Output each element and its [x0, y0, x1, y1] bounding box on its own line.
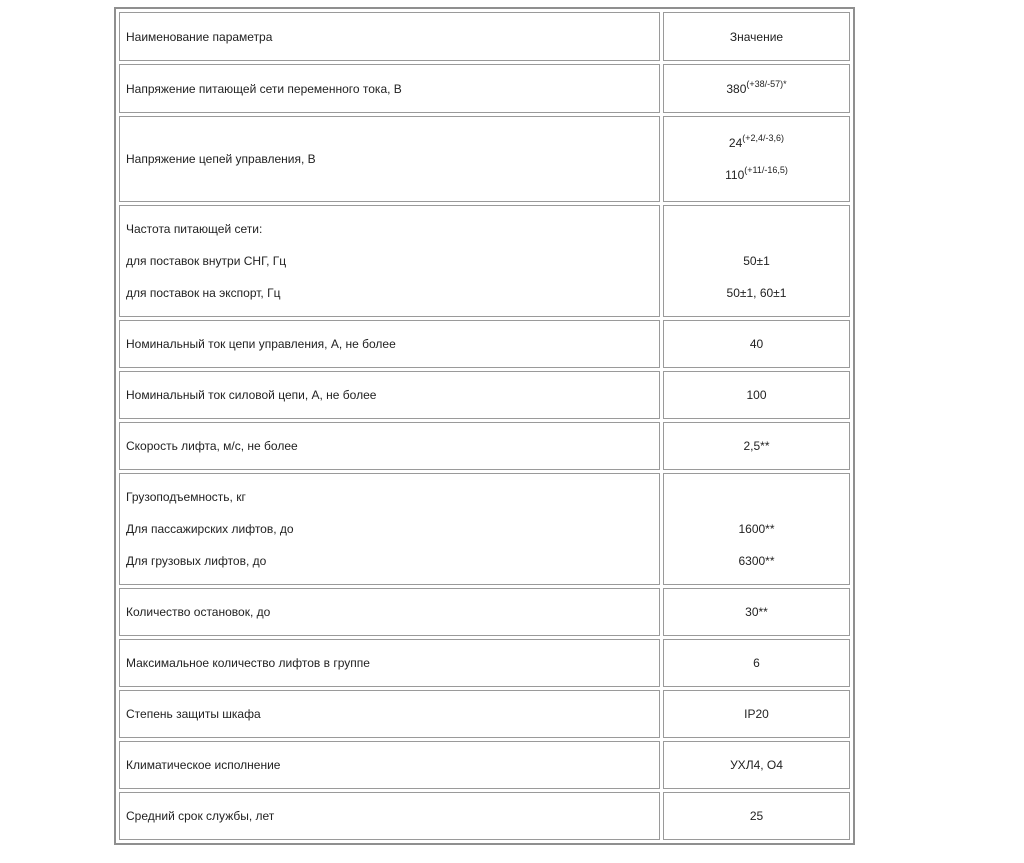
control-current-value: 40 — [663, 320, 850, 368]
table-row — [119, 690, 850, 738]
table-row — [119, 792, 850, 840]
spacer — [126, 236, 653, 254]
group-value: 6 — [663, 639, 850, 687]
table-row — [119, 473, 850, 585]
frequency-export-value: 50±1, 60±1 — [726, 286, 787, 300]
supply-voltage-base: 380 — [726, 81, 747, 96]
stops-value: 30** — [663, 588, 850, 636]
lifetime-name: Средний срок службы, лет — [119, 792, 660, 840]
spacer — [670, 268, 843, 286]
control-voltage-24-base: 24 — [728, 136, 743, 150]
supply-voltage-tolerance: (+38/-57)* — [746, 78, 787, 89]
table-row — [119, 205, 850, 317]
control-voltage-value — [663, 116, 850, 202]
control-voltage-110-tolerance: (+11/-16,5) — [744, 165, 788, 175]
table-row — [119, 588, 850, 636]
supply-voltage-value — [663, 64, 850, 113]
climate-name: Климатическое исполнение — [119, 741, 660, 789]
capacity-passenger: Для пассажирских лифтов, до — [126, 522, 294, 536]
spacer — [670, 222, 843, 236]
frequency-name — [119, 205, 660, 317]
power-current-value: 100 — [663, 371, 850, 419]
control-voltage-name: Напряжение цепей управления, В — [119, 116, 660, 202]
power-current-name: Номинальный ток силовой цепи, А, не более — [119, 371, 660, 419]
frequency-export: для поставок на экспорт, Гц — [126, 286, 281, 300]
control-voltage-110 — [670, 165, 843, 182]
control-current-name: Номинальный ток цепи управления, А, не более — [119, 320, 660, 368]
climate-value: УХЛ4, О4 — [663, 741, 850, 789]
spacer — [670, 490, 843, 504]
capacity-name — [119, 473, 660, 585]
protection-value: IP20 — [663, 690, 850, 738]
table-row — [119, 422, 850, 470]
parameters-table — [116, 9, 853, 843]
header-name-cell: Наименование параметра — [119, 12, 660, 61]
supply-voltage-name: Напряжение питающей сети переменного тока, В — [119, 64, 660, 113]
spacer — [126, 536, 653, 554]
spacer — [126, 268, 653, 286]
protection-name: Степень защиты шкафа — [119, 690, 660, 738]
table-header-row — [119, 12, 850, 61]
table-row — [119, 639, 850, 687]
table-row — [119, 320, 850, 368]
capacity-title: Грузоподъемность, кг — [126, 490, 246, 504]
table-row — [119, 116, 850, 202]
capacity-passenger-value: 1600** — [738, 522, 775, 536]
control-voltage-110-base: 110 — [725, 168, 745, 182]
frequency-cis-value: 50±1 — [743, 254, 770, 268]
control-voltage-24 — [670, 133, 843, 150]
table-row — [119, 741, 850, 789]
capacity-freight: Для грузовых лифтов, до — [126, 554, 267, 568]
lifetime-value: 25 — [663, 792, 850, 840]
table-row — [119, 371, 850, 419]
table-row — [119, 64, 850, 113]
capacity-value — [663, 473, 850, 585]
frequency-cis: для поставок внутри СНГ, Гц — [126, 254, 287, 268]
spacer — [670, 504, 843, 522]
spacer — [670, 536, 843, 554]
speed-name: Скорость лифта, м/с, не более — [119, 422, 660, 470]
speed-value: 2,5** — [663, 422, 850, 470]
control-voltage-24-tolerance: (+2,4/-3,6) — [742, 133, 785, 143]
frequency-value — [663, 205, 850, 317]
spacer — [670, 236, 843, 254]
spacer — [126, 504, 653, 522]
stops-name: Количество остановок, до — [119, 588, 660, 636]
group-name: Максимальное количество лифтов в группе — [119, 639, 660, 687]
frequency-title: Частота питающей сети: — [126, 222, 263, 236]
spec-table — [114, 7, 855, 845]
header-value-cell: Значение — [663, 12, 850, 61]
capacity-freight-value: 6300** — [738, 554, 775, 568]
